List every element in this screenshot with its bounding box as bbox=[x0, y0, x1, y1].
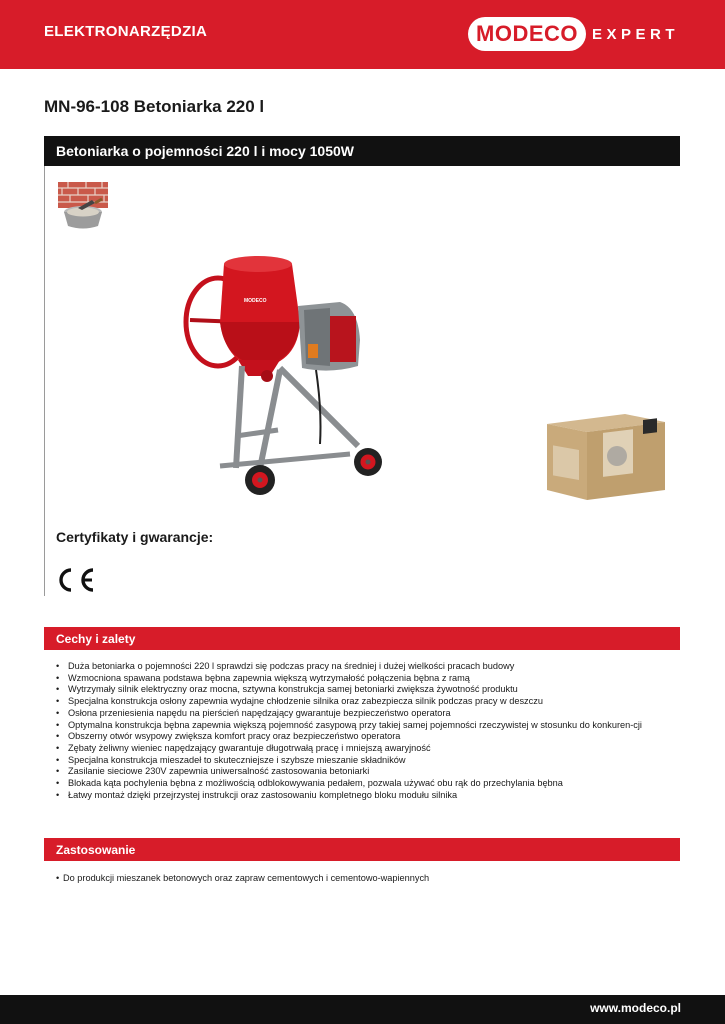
ce-mark-icon bbox=[54, 566, 96, 594]
list-item: • Specjalna konstrukcja mieszadeł to skuteczniejsze i szybsze mieszanie składników bbox=[56, 755, 676, 767]
list-item: • Optymalna konstrukcja bębna zapewnia większą pojemność zasypową przy takiej samej pojemności rzeczywistej w stosunku do konkuren-cji bbox=[56, 720, 676, 732]
list-item: • Wytrzymały silnik elektryczny oraz mocna, sztywna konstrukcja samej betoniarki zwiększa żywotność produktu bbox=[56, 684, 676, 696]
product-title: MN-96-108 Betoniarka 220 l bbox=[44, 97, 265, 116]
footer-url[interactable]: www.modeco.pl bbox=[590, 1001, 681, 1015]
list-item: • Zębaty żeliwny wieniec napędzający gwarantuje długotrwałą pracę i mniejszą awaryjność bbox=[56, 743, 676, 755]
product-subtitle-bar bbox=[44, 136, 680, 166]
list-item: • Wzmocniona spawana podstawa bębna zapewnia większą wytrzymałość połączenia bębna z ramą bbox=[56, 673, 676, 685]
usage-title: Zastosowanie bbox=[56, 843, 136, 857]
list-item: • Zasilanie sieciowe 230V zapewnia uniwersalność zastosowania betoniarki bbox=[56, 766, 676, 778]
product-box-image bbox=[545, 410, 667, 502]
features-title: Cechy i zalety bbox=[56, 632, 136, 646]
usage-list bbox=[56, 872, 429, 884]
certificates-title: Certyfikaty i gwarancje: bbox=[56, 529, 214, 545]
list-item: • Osłona przeniesienia napędu na pierścień napędzający gwarantuje bezpieczeństwo operatora bbox=[56, 708, 676, 720]
list-item: • Łatwy montaż dzięki przejrzystej instrukcji oraz zastosowaniu kompletnego bloku modułu silnika bbox=[56, 790, 676, 802]
page-header bbox=[0, 0, 725, 69]
category-title: ELEKTRONARZĘDZIA bbox=[44, 23, 208, 40]
list-item: • Blokada kąta pochylenia bębna z możliwością odblokowywania pedałem, pozwala używać obu rąk do przechylania bębna bbox=[56, 778, 676, 790]
logo-sub-text: EXPERT bbox=[592, 25, 680, 43]
list-item: • Do produkcji mieszanek betonowych oraz zapraw cementowych i cementowo-wapiennych bbox=[56, 872, 429, 884]
product-subtitle: Betoniarka o pojemności 220 l i mocy 1050W bbox=[56, 143, 354, 159]
list-item: • Obszerny otwór wsypowy zwiększa komfort pracy oraz bezpieczeństwo operatora bbox=[56, 731, 676, 743]
brand-logo bbox=[468, 16, 679, 52]
concrete-mixer-image bbox=[180, 250, 390, 506]
bricks-mortar-bucket-icon bbox=[58, 182, 108, 230]
section-divider bbox=[44, 166, 45, 596]
logo-brand-text: MODECO bbox=[468, 17, 586, 51]
svg-text:MODECO: MODECO bbox=[244, 298, 267, 304]
usage-header-bar bbox=[44, 838, 680, 861]
features-header-bar bbox=[44, 627, 680, 650]
list-item: • Duża betoniarka o pojemności 220 l sprawdzi się podczas pracy na średniej i dużej wielkości pracach budowy bbox=[56, 661, 676, 673]
page-footer bbox=[0, 995, 725, 1024]
features-list bbox=[56, 661, 676, 801]
list-item: • Specjalna konstrukcja osłony zapewnia wydajne chłodzenie silnika oraz zabezpiecza silnik podczas pracy w deszczu bbox=[56, 696, 676, 708]
